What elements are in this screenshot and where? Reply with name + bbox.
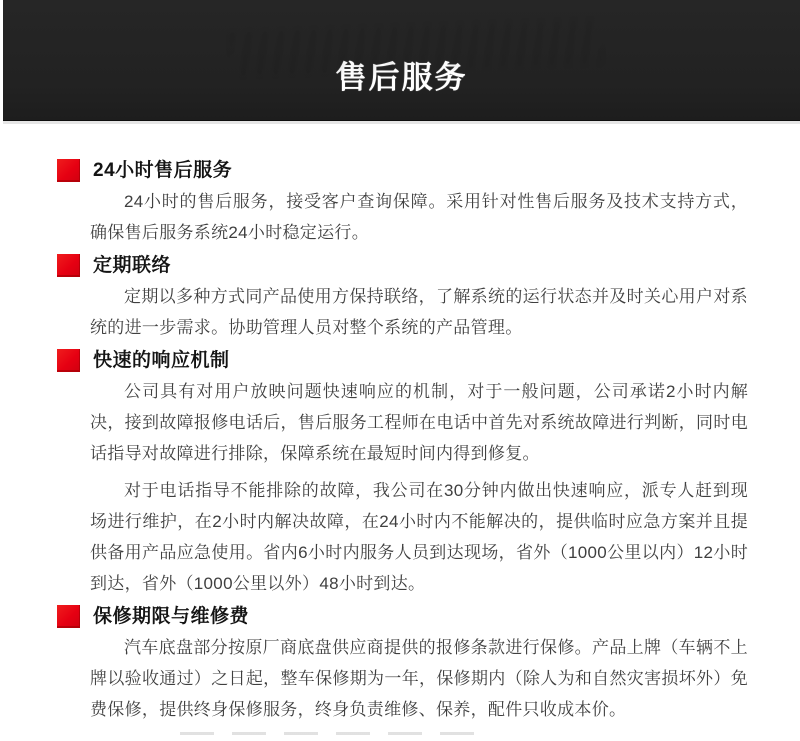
paragraph: 24小时的售后服务，接受客户查询保障。采用针对性售后服务及技术支持方式，确保售后服务系统24小时稳定运行。: [90, 192, 748, 242]
paragraph: 汽车底盘部分按原厂商底盘供应商提供的报修条款进行保修。产品上牌（车辆不上牌以验收通过）之日起，整车保修期为一年，保修期内（除人为和自然灾害损坏外）免费保修，提供终身保修服务，终身负责维修、保养，配件只收成本价。: [90, 638, 748, 719]
section-24h-service: [57, 159, 748, 248]
section-heading-row: [57, 349, 748, 372]
header-banner: [3, 0, 800, 121]
section-heading: 保修期限与维修费: [93, 606, 250, 627]
section-heading: 快速的响应机制: [93, 350, 230, 371]
section-heading: 24小时售后服务: [93, 160, 233, 181]
content-area: [0, 121, 800, 725]
red-square-bullet-icon: [57, 254, 80, 277]
paragraph: 对于电话指导不能排除的故障，我公司在30分钟内做出快速响应，派专人赶到现场进行维护，在2小时内解决故障，在24小时内不能解决的，提供临时应急方案并且提供备用产品应急使用。省内6小时内服务人员到达现场，省外（1000公里以内）12小时到达，省外（1000公里以外）48小时到达。: [90, 481, 748, 593]
section-heading-row: [57, 254, 748, 277]
cropped-text-fragment: [180, 732, 492, 735]
section-rapid-response: [57, 349, 748, 599]
red-square-bullet-icon: [57, 605, 80, 628]
section-regular-contact: [57, 254, 748, 343]
paragraph: 公司具有对用户放映问题快速响应的机制，对于一般问题，公司承诺2小时内解决，接到故障报修电话后，售后服务工程师在电话中首先对系统故障进行判断，同时电话指导对故障进行排除，保障系统在最短时间内得到修复。: [90, 382, 748, 463]
paragraph: 定期以多种方式同产品使用方保持联络，了解系统的运行状态并及时关心用户对系统的进一步需求。协助管理人员对整个系统的产品管理。: [90, 287, 748, 337]
section-heading-row: [57, 605, 748, 628]
watermark-smudge: [230, 20, 601, 77]
page-title: 售后服务: [335, 60, 468, 95]
section-heading: 定期联络: [93, 255, 172, 276]
section-warranty: [57, 605, 748, 725]
red-square-bullet-icon: [57, 349, 80, 372]
red-square-bullet-icon: [57, 159, 80, 182]
section-heading-row: [57, 159, 748, 182]
